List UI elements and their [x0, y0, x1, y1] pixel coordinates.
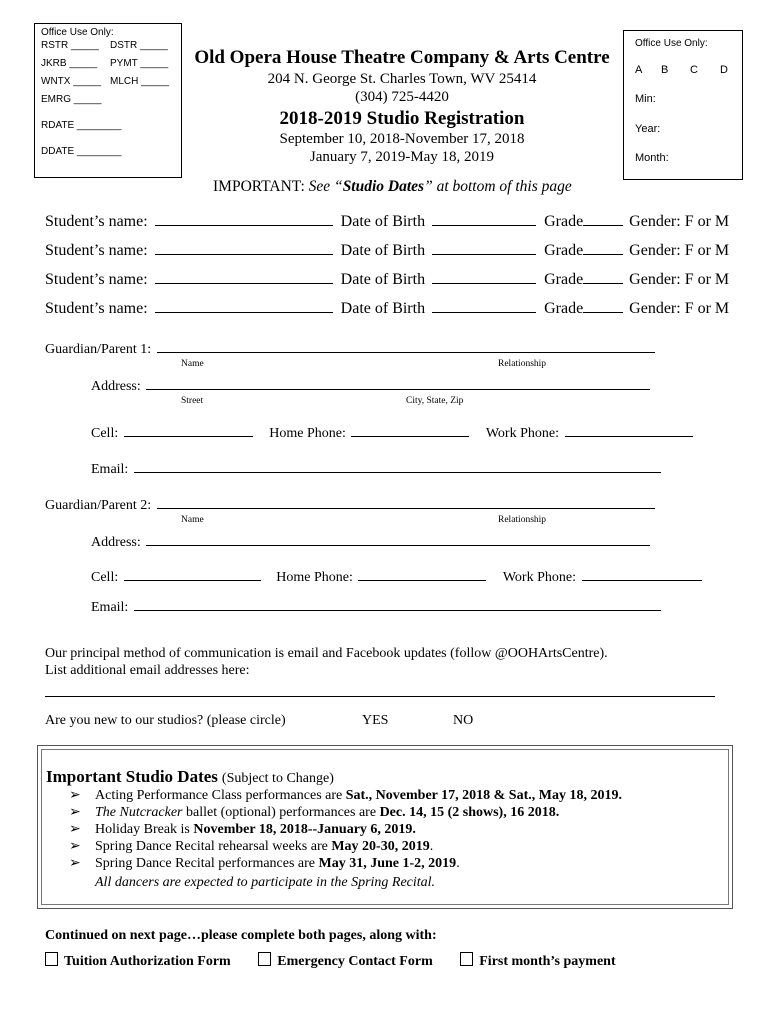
guardian2-email-label: Email:: [91, 600, 129, 615]
new-student-yes[interactable]: YES: [362, 713, 389, 728]
guardian1-address-row: [91, 379, 650, 395]
guardian1-name-sub: Name: [181, 359, 204, 369]
office-emrg: EMRG _____: [41, 94, 102, 105]
arrow-bullet-icon: ➢: [69, 856, 81, 871]
page-title: 2018-2019 Studio Registration: [279, 108, 525, 129]
session-2: January 7, 2019-May 18, 2019: [309, 149, 495, 165]
session-1: September 10, 2018-November 17, 2018: [279, 131, 525, 147]
communication-line-1: Our principal method of communication is email and Facebook updates (follow @OOHArtsCentre).: [45, 646, 608, 661]
arrow-bullet-icon: ➢: [69, 788, 81, 803]
continued-note: Continued on next page…please complete both pages, along with:: [45, 928, 437, 943]
office-use-title: Office Use Only:: [41, 27, 114, 38]
grade-a: A: [635, 64, 643, 76]
office-month: Month:: [635, 152, 669, 164]
gender-label[interactable]: Gender: F or M: [629, 300, 730, 317]
guardian1-row: [45, 342, 655, 358]
guardian2-relationship-sub: Relationship: [498, 515, 547, 525]
guardian2-cell-field[interactable]: [124, 580, 261, 581]
arrow-bullet-icon: ➢: [69, 822, 81, 837]
guardian1-email-field[interactable]: [134, 472, 661, 473]
office-dstr: DSTR _____: [110, 40, 168, 51]
studio-dates-heading: [46, 767, 334, 787]
studio-dates-subtitle: (Subject to Change): [221, 771, 334, 786]
guardian1-city-sub: City, State, Zip: [406, 396, 464, 406]
student-name-label: Student’s name:: [45, 213, 148, 230]
guardian2-name-sub: Name: [181, 515, 204, 525]
guardian1-label: Guardian/Parent 1:: [45, 342, 152, 357]
arrow-bullet-icon: ➢: [69, 839, 81, 854]
grade-d: D: [720, 64, 728, 76]
student-name-field[interactable]: [155, 225, 333, 226]
office-pymt: PYMT _____: [110, 58, 169, 69]
dob-field[interactable]: [432, 312, 536, 313]
student-name-field[interactable]: [155, 254, 333, 255]
new-student-no[interactable]: NO: [453, 713, 474, 728]
guardian1-name-field[interactable]: [157, 352, 655, 353]
important-note: IMPORTANT: See “Studio Dates” at bottom of this page: [213, 178, 572, 195]
communication-line-2: List additional email addresses here:: [45, 663, 250, 678]
dob-label: Date of Birth: [340, 213, 426, 230]
guardian2-name-field[interactable]: [157, 508, 655, 509]
guardian1-email-row: [91, 462, 661, 478]
guardian1-home-label: Home Phone:: [269, 426, 346, 441]
grade-field[interactable]: [583, 283, 623, 284]
footer-checklist: [45, 952, 616, 970]
dob-field[interactable]: [432, 225, 536, 226]
guardian1-email-label: Email:: [91, 462, 129, 477]
gender-label[interactable]: Gender: F or M: [629, 242, 730, 259]
studio-date-item: ➢ Acting Performance Class performances are Sat., November 17, 2018 & Sat., May 18, 2019.: [69, 788, 622, 803]
studio-dates-list: [69, 787, 622, 872]
guardian2-work-label: Work Phone:: [502, 570, 576, 585]
office-ddate: DDATE ________: [41, 146, 122, 157]
guardian2-email-row: [91, 600, 661, 616]
emergency-form-item[interactable]: Emergency Contact Form: [258, 954, 433, 969]
guardian2-home-label: Home Phone:: [276, 570, 353, 585]
grade-c: C: [690, 64, 698, 76]
office-use-box-right: [623, 30, 743, 180]
gender-label[interactable]: Gender: F or M: [629, 213, 730, 230]
student-name-label: Student’s name:: [45, 300, 148, 317]
dob-label: Date of Birth: [340, 242, 426, 259]
header: [190, 47, 614, 166]
student-name-label: Student’s name:: [45, 271, 148, 288]
guardian1-relationship-sub: Relationship: [498, 359, 547, 369]
studio-dates-note: All dancers are expected to participate in the Spring Recital.: [95, 875, 436, 890]
dob-field[interactable]: [432, 283, 536, 284]
office-use-box-left: [34, 23, 182, 178]
gender-label[interactable]: Gender: F or M: [629, 271, 730, 288]
grade-b: B: [661, 64, 669, 76]
emergency-form-checkbox[interactable]: [258, 952, 271, 966]
student-row-2: [45, 242, 729, 260]
grade-label: Grade: [544, 213, 584, 230]
guardian2-phones-row: [91, 570, 702, 586]
guardian2-row: [45, 498, 655, 514]
student-row-1: [45, 213, 729, 231]
guardian2-address-field[interactable]: [146, 545, 650, 546]
grade-label: Grade: [544, 300, 584, 317]
tuition-form-item[interactable]: Tuition Authorization Form: [45, 954, 231, 969]
guardian2-cell-label: Cell:: [91, 570, 119, 585]
guardian2-home-field[interactable]: [358, 580, 486, 581]
guardian1-street-sub: Street: [181, 396, 204, 406]
office-wntx: WNTX _____: [41, 76, 102, 87]
grade-field[interactable]: [583, 225, 623, 226]
studio-date-item: ➢ The Nutcracker ballet (optional) performances are Dec. 14, 15 (2 shows), 16 2018.: [69, 805, 560, 820]
grade-label: Grade: [544, 271, 584, 288]
guardian1-cell-field[interactable]: [124, 436, 253, 437]
dob-field[interactable]: [432, 254, 536, 255]
office-mlch: MLCH _____: [110, 76, 169, 87]
studio-date-item: ➢ Holiday Break is November 18, 2018--January 6, 2019.: [69, 822, 416, 837]
additional-email-field[interactable]: [45, 696, 715, 697]
payment-checkbox[interactable]: [460, 952, 473, 966]
grade-field[interactable]: [583, 312, 623, 313]
guardian2-label: Guardian/Parent 2:: [45, 498, 152, 513]
student-name-field[interactable]: [155, 312, 333, 313]
office-min: Min:: [635, 93, 656, 105]
guardian2-work-field[interactable]: [582, 580, 702, 581]
office-right-title: Office Use Only:: [635, 38, 708, 49]
office-year: Year:: [635, 123, 661, 135]
payment-item[interactable]: First month’s payment: [460, 954, 615, 969]
dob-label: Date of Birth: [340, 300, 426, 317]
dob-label: Date of Birth: [340, 271, 426, 288]
studio-date-item: ➢ Spring Dance Recital rehearsal weeks are May 20-30, 2019.: [69, 839, 434, 854]
communication-note: [45, 645, 608, 679]
new-student-question: Are you new to our studios? (please circle): [45, 713, 286, 728]
grade-label: Grade: [544, 242, 584, 259]
studio-date-item: ➢ Spring Dance Recital performances are May 31, June 1-2, 2019.: [69, 856, 460, 871]
guardian1-work-label: Work Phone:: [485, 426, 559, 441]
guardian1-phones-row: [91, 426, 693, 442]
org-address: 204 N. George St. Charles Town, WV 25414: [267, 71, 537, 87]
tuition-form-checkbox[interactable]: [45, 952, 58, 966]
studio-dates-title: Important Studio Dates: [46, 767, 218, 786]
guardian2-email-field[interactable]: [134, 610, 661, 611]
guardian1-home-field[interactable]: [351, 436, 469, 437]
student-row-3: [45, 271, 729, 289]
office-rstr: RSTR _____: [41, 40, 99, 51]
grade-field[interactable]: [583, 254, 623, 255]
student-name-label: Student’s name:: [45, 242, 148, 259]
guardian1-cell-label: Cell:: [91, 426, 119, 441]
office-rdate: RDATE ________: [41, 120, 122, 131]
org-phone: (304) 725-4420: [355, 89, 449, 105]
org-name: Old Opera House Theatre Company & Arts Centre: [194, 47, 610, 68]
arrow-bullet-icon: ➢: [69, 805, 81, 820]
guardian2-address-label: Address:: [91, 535, 141, 550]
student-name-field[interactable]: [155, 283, 333, 284]
office-jkrb: JKRB _____: [41, 58, 98, 69]
studio-dates-box: [37, 745, 733, 909]
guardian1-address-label: Address:: [91, 379, 141, 394]
guardian1-address-field[interactable]: [146, 389, 650, 390]
guardian2-address-row: [91, 535, 650, 551]
student-row-4: [45, 300, 729, 318]
guardian1-work-field[interactable]: [565, 436, 693, 437]
